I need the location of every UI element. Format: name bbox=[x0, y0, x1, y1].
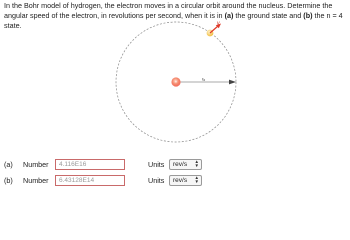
number-label-a: Number bbox=[23, 159, 49, 169]
units-label-a: Units bbox=[148, 159, 165, 169]
answer-row-a bbox=[4, 158, 202, 170]
question-text-part-1: In the Bohr model of hydrogen, the electron moves in a circular orbit around the nucleus. Determine the angular speed of the electron, in revolutions per second, when it is in bbox=[4, 1, 333, 20]
units-value-a: rev/s bbox=[173, 160, 188, 168]
part-a-marker: (a) bbox=[224, 11, 234, 20]
select-arrows-icon: ▲ ▼ bbox=[194, 174, 199, 184]
answer-input-a[interactable] bbox=[55, 159, 125, 170]
units-select-a[interactable] bbox=[169, 159, 202, 170]
select-arrows-icon: ▲ ▼ bbox=[194, 158, 199, 168]
part-b-label: (b) bbox=[4, 175, 13, 185]
units-label-b: Units bbox=[148, 175, 165, 185]
units-value-b: rev/s bbox=[173, 176, 188, 184]
question-text-part-2: the ground state and bbox=[233, 11, 304, 20]
nucleus-charge: + bbox=[174, 79, 178, 85]
number-label-b: Number bbox=[23, 175, 49, 185]
answer-input-b[interactable] bbox=[55, 175, 125, 186]
velocity-arrow bbox=[210, 26, 218, 33]
radius-arrowhead bbox=[229, 80, 236, 85]
velocity-label: v bbox=[217, 20, 220, 27]
part-b-marker: (b) bbox=[303, 11, 313, 20]
part-a-label: (a) bbox=[4, 159, 13, 169]
question-text-part-3: the n = 4 state. bbox=[4, 11, 343, 30]
units-select-b[interactable] bbox=[169, 175, 202, 186]
radius-label: rₑ bbox=[202, 76, 206, 82]
answer-row-b bbox=[4, 174, 202, 186]
